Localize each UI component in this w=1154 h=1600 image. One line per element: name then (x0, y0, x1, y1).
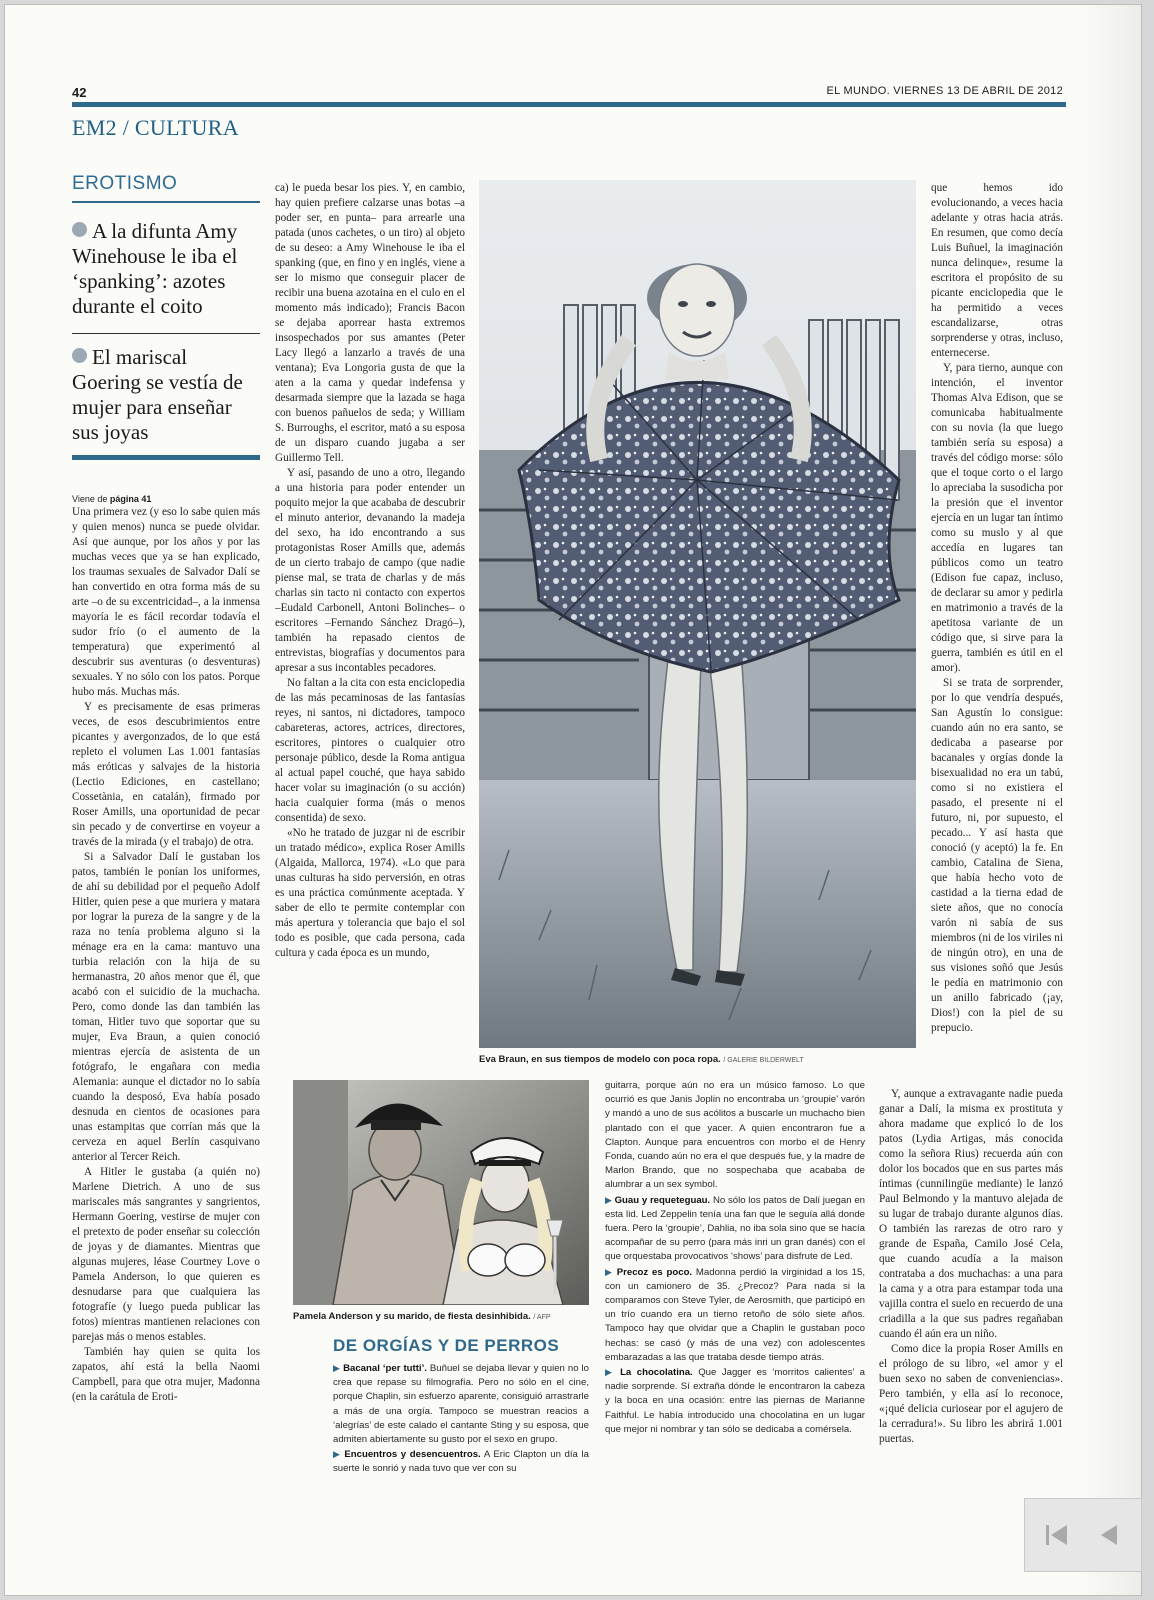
section-title: EM2 / CULTURA (72, 115, 239, 140)
teaser-1 (72, 219, 260, 319)
box-item: ▶ Precoz es poco. Madonna perdió la virginidad a los 15, con un camionero de 35. ¿Precoz? Para nada si la comparamos con Steve Tyler, de Aerosmith, que participó en un trío cuando era un tierno retoño de sólo siete años. Tampoco hay que olvidar que a Chaplin le gustaban poco hechas: se casó (y más de una vez) con adolescentes embarazadas a las que trataba desde tiempo atrás. (605, 1266, 865, 1363)
first-page-icon (1037, 1517, 1077, 1553)
article-column-3-lower (879, 1087, 1063, 1503)
pamela-anderson-photo (293, 1080, 589, 1305)
paragraph: ca) le pueda besar los pies. Y, en cambio, hay quien prefiere calzarse unas botas –a poder ser, en punta– para arrearle una patada (unos cachetes, o un tiro) al objeto de su deseo: a Amy Winehouse le iba el spanking (que, en fino y en inglés, viene a ser lo mismo que conseguir placer de recibir una buena azotaina en el culo en el momento más indicado); Francis Bacon se dejaba aporrear hasta extremos insospechados por sus amantes (Peter Lacy llegó a lanzarlo a través de una ventana); Eva Longoria gusta de que la aten a la cama y quedar indefensa y desarmada siempre que la lazada se haga con buenos pañuelos de seda; y William S. Burroughs, el escritor, mató a su esposa de un disparo cuando jugaba a ser Guillermo Tell. (275, 182, 465, 464)
triangle-bullet-icon: ▶ (605, 1194, 615, 1205)
page-number: 42 (72, 85, 87, 100)
teaser-2-text: El mariscal Goering se vestía de mujer para enseñar sus joyas (72, 345, 243, 444)
triangle-bullet-icon: ▶ (333, 1449, 345, 1460)
teaser-bottom-rule (72, 455, 260, 460)
box-column-1 (333, 1361, 589, 1495)
teaser-divider (72, 333, 260, 334)
triangle-bullet-icon: ▶ (605, 1266, 617, 1277)
kicker: EROTISMO (72, 173, 178, 194)
paragraph: Y, para tierno, aunque con intención, el inventor Thomas Alva Edison, que se comunicaba habitualmente con su novia (la que luego también sería su esposa) a través del código morse: sólo que el toque corto o el largo lo apreciaba la susodicha por la presión que el inventor ejercía en un lugar tan íntimo como su muslo y al que accedía en lugares tan públicos como un teatro (Edison fue capaz, incluso, de declarar su amor y pedirla en matrimonio a través de la apetitosa variante de un código que, si sirve para la guerra, también es útil en el amor). (931, 362, 1063, 674)
article-column-1 (72, 505, 260, 1505)
box-item: guitarra, porque aún no era un músico famoso. Lo que ocurrió es que Janis Joplin no encontraba un ‘groupie’ varón y mandó a uno de sus acólitos a buscarle un muchacho bien plantado con el que yacer. A quien encontraron fue a Clapton. Aunque para encuentros con morbo el de Henry Fonda, cuando aún no era el que después fue, y la madre de Marlon Brando, que no sospechaba que acababa de alumbrar a un sex symbol. (605, 1080, 865, 1191)
paragraph: Y, aunque a extravagante nadie pueda ganar a Dalí, la misma ex prostituta y ahora madame que explicó lo de los patos (Lydia Artigas, más conocida como la señora Rius) recuerda aún con dolor los bocados que en sus partes más íntimas (cunnilingüe mediante) le lanzó Paul Belmondo y la mantuvo alejada de su lugar de trabajo durante algunos días. O también las rarezas de otro raro y grande de España, Camilo José Cela, que cuando acudía a la maison contrataba a dos muchachas: a una para la cama y a otra para estampar toda una vajilla contra el suelo en recuerdo de una criadilla a la que sus padres regañaban cuando él aún era un niño. (879, 1088, 1063, 1340)
paragraph: Si a Salvador Dalí le gustaban los patos, también le ponían los uniformes, de ahí su debilidad por el pequeño Adolf Hitler, quien pese a que muriera y matara por lograr la pureza de la sangre y de la raza no tenía problema alguno si la ménage era en la cama: mantuvo una turbia relación con la hija de su hermanastra, 20 años menor que él, que acabó con el suicidio de la muchacha. Pero, como donde las dan también las toman, Hitler tuvo que soportar que su mujer, Eva Braun, a quien conoció mientras ejercía de asistenta de un fotógrafo, le engañara con media Alemania: aunque el dictador no lo sabía cuando la desposó, Eva había posado desnuda en cientos de ocasiones para unas estampitas que corrían más que la cerveza en aquel Berlín casquivano anterior al Tercer Reich. (72, 851, 260, 1163)
bullet-icon (72, 348, 87, 363)
triangle-bullet-icon: ▶ (605, 1367, 621, 1378)
previous-page-icon (1089, 1517, 1129, 1553)
continued-from: Viene de página 41 (72, 494, 152, 504)
article-column-2 (275, 181, 465, 1071)
paragraph: También hay quien se quita los zapatos, ahí está la bella Naomi Campbell, para que otra mujer, Madonna (en la carátula de Eroti- (72, 1346, 260, 1403)
paragraph: «No he tratado de juzgar ni de escribir un tratado médico», explica Roser Amills (Algaida, Mallorca, 1974). «Lo que para unas culturas ha sido perversión, en otras es una práctica comúnmente aceptada. Y saber de ello te permite contemplar con más apertura y tolerancia que bajo el sol todo es posible, que cada persona, cada cultura y cada época es un mundo, (275, 827, 465, 959)
small-photo-caption: Pamela Anderson y su marido, de fiesta desinhibida. / AFP (293, 1311, 551, 1322)
box-item: ▶ La chocolatina. Que Jagger es ‘morritos calientes’ a nadie sorprende. Sí extraña dónde le encontraron la cabeza y la boca en una ocasión: entre las piernas de Marianne Faithful. Le había introducido una chocolatina en un lugar que mejor ni nombrar y tan sólo se dedicaba a comérsela. (605, 1367, 865, 1435)
paragraph: Si se trata de sorprender, por lo que vendría después, San Agustín lo consigue: cuando aún no era santo, se dedicaba a pasearse por bacanales y orgías donde la bisexualidad no era un tabú, como si no existiera el pasado, el presente ni el futuro, ni, por supuesto, el pecado... Y así hasta que conoció (y aceptó) la fe. En cambio, Catalina de Siena, que había hecho voto de castidad a la tierna edad de siete años, que no conocía varón ni sabía de sus miembros (ni de los viriles ni de ningún otro), en una de sus visiones soñó que Jesús le pedía en matrimonio con un anillo fabricado (¡ay, Dios!) con la piel de su prepucio. (931, 677, 1063, 1034)
main-photo-caption: Eva Braun, en sus tiempos de modelo con poca ropa. / GALERIE BILDERWELT (479, 1054, 804, 1065)
newspaper-page (4, 4, 1142, 1596)
photo-illustration (479, 180, 916, 1048)
box-column-2 (605, 1079, 865, 1499)
photo-illustration (293, 1080, 589, 1305)
first-page-button[interactable] (1037, 1517, 1077, 1553)
article-column-3 (931, 181, 1063, 1086)
paragraph: Y así, pasando de uno a otro, llegando a una historia para poder entender un poquito mejor la que acababa de descubrir el minuto anterior, devanando la madeja del sexo, ha ido encontrando a sus protagonistas Roser Amills que, además de un cierto trabajo de campo (que nadie piense mal, se trata de charlas y de más charlas sin tacto ni contacto con expertos –Eudald Carbonell, Antoni Bolinches– o escritores –Fernando Sánchez Dragó–), también ha repasado cientos de entrevistas, biografías y documentos para apresar a sus incontables pecadores. (275, 467, 465, 674)
paragraph: que hemos ido evolucionando, a veces hacia adelante y otras hacia atrás. En resumen, que como decía Luis Buñuel, la imaginación nunca delinque», resume la escritora el propósito de su picante enciclopedia que le ha permitido a veces escandalizarse, otras sorprenderse y otras, incluso, enternecerse. (931, 182, 1063, 359)
dateline: EL MUNDO. VIERNES 13 DE ABRIL DE 2012 (826, 85, 1063, 97)
paragraph: Una primera vez (y eso lo sabe quien más y quien menos) nunca se puede olvidar. Así que aunque, por los años y por las muchas veces que ya se han explicado, los traumas sexuales de Salvador Dalí se han convertido en otra forma más de su arte –o de su excentricidad–, a la inmensa mayoría le es fácil recordar todavía el sudor frío (o el aumento de la temperatura) que experimentó al descubrir sus aventuras (o desventuras) sexuales. Y no sólo con los patos. Porque hubo más. Muchas más. (72, 506, 260, 698)
box-item: ▶ Guau y requeteguau. No sólo los patos de Dalí juegan en esta lid. Led Zeppelin tenía una fan que le seguía allá donde fuera. Pero la ‘groupie’, Dahlia, no iba sola sino que se hacía acompañar de su perro (para más inri un gran danés) con el que orquestaba provocativos ‘shows’ para disfrute de Led. (605, 1194, 865, 1263)
box-item: ▶ Encuentros y desencuentros. A Eric Clapton un día la suerte le sonrió y nada tuvo que ver con su (333, 1449, 589, 1475)
paragraph: No faltan a la cita con esta enciclopedia de las más pecaminosas de las fantasías reyes, ni santos, ni dictadores, tampoco cabareteras, actores, actrices, directores, escritores, pintores o cualquier otro personaje público, desde la Roma antigua al actual papel couché, que haya sabido hacer volar su imaginación (o su acción) hacia cualquier forma (más o menos consentida) de sexo. (275, 677, 465, 824)
teaser-2 (72, 345, 260, 445)
box-item: ▶ Bacanal ‘per tutti’. Buñuel se dejaba llevar y quien no lo crea que repase su filmografía. Pero no sólo en el cine, porque Chaplin, sin esfuerzo aparente, consiguió arrastrarle a más de una orgía. Tampoco se muestran reacios a ‘alegrías’ de este calado el cantante Sting y su esposa, que admiten abiertamente su gusto por el sexo en grupo. (333, 1363, 589, 1446)
paragraph: Y es precisamente de esas primeras veces, de esos descubrimientos entre picantes y avergonzados, de lo que está repleto el volumen Las 1.001 fantasías más eróticas y salvajes de la historia (Lectio Ediciones, en castellano; Cossetània, en catalán), firmado por Roser Amills, una oportunidad de pecar sin pecado y de convertirse en voyeur a través de la mirada (y el trabajo) de otra. (72, 701, 260, 848)
paragraph: Como dice la propia Roser Amills en el prólogo de su libro, «el amor y el buen sexo no saben de conveniencias». Pero también, y ella así lo reconoce, «¡qué delicia curiosear por el agujero de la cerradura!». Su libro les abrirá 1.001 puertas. (879, 1343, 1063, 1445)
triangle-bullet-icon: ▶ (333, 1363, 344, 1373)
bullet-icon (72, 222, 87, 237)
eva-braun-photo (479, 180, 916, 1048)
page-navigation (1024, 1498, 1142, 1572)
continued-page-link[interactable]: página 41 (109, 494, 152, 504)
kicker-rule (72, 201, 260, 203)
box-title: DE ORGÍAS Y DE PERROS (333, 1336, 560, 1355)
header-rule (72, 102, 1066, 107)
previous-page-button[interactable] (1089, 1517, 1129, 1553)
paragraph: A Hitler le gustaba (a quién no) Marlene Dietrich. A uno de sus mariscales más sangrantes y sangrientos, Hermann Goering, vestirse de mujer con el pretexto de poder enseñar su colección de joyas y de diamantes. Mientras que algunas mujeres, léase Courtney Love o Pamela Anderson, lo que quieren es desnudarse para que cualquiera las fotografíe (y luego pueda publicar las fotos) mientras mantienen relaciones con parejas más o menos estables. (72, 1166, 260, 1343)
teaser-1-text: A la difunta Amy Winehouse le iba el ‘spanking’: azotes durante el coito (72, 219, 238, 318)
